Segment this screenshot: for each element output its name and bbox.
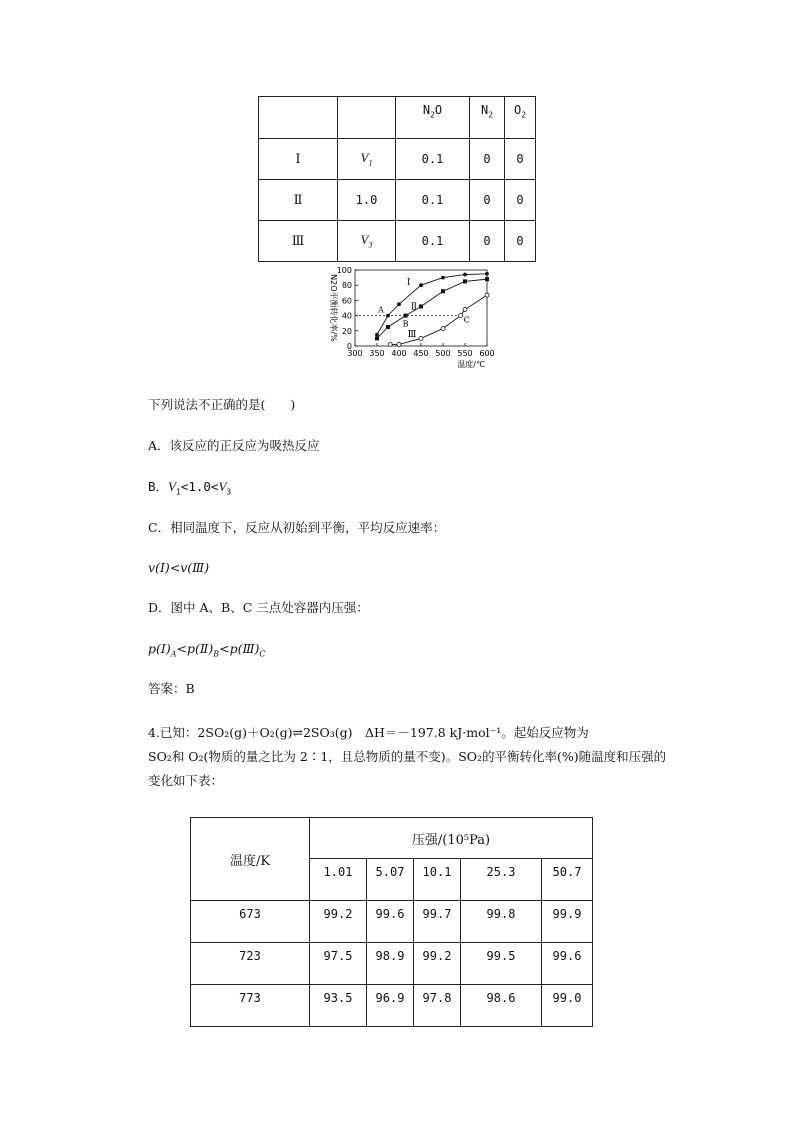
data-point: [441, 327, 445, 331]
value-cell: 97.8: [414, 985, 461, 1027]
volume-cell: $V_3$: [338, 221, 396, 262]
option-b-prefix: B．: [148, 479, 169, 494]
value-cell: 97.5: [310, 943, 367, 985]
series-line-1: [377, 274, 487, 335]
conversion-chart: [320, 264, 505, 374]
temp-cell: 673: [191, 901, 310, 943]
n2-cell: 0: [470, 139, 505, 180]
data-point: [463, 279, 467, 283]
container-label: Ⅲ: [259, 221, 338, 262]
value-cell: 98.6: [461, 985, 542, 1027]
x-axis-label: 温度/℃: [457, 360, 485, 369]
option-c-formula: v(Ⅰ)<v(Ⅲ): [148, 560, 210, 575]
value-cell: 98.9: [367, 943, 414, 985]
y-axis-label: N2O平衡转化率/%: [329, 274, 338, 342]
container-label: Ⅱ: [259, 180, 338, 221]
pressure-cell: 10.1: [414, 859, 461, 901]
data-point: [386, 325, 390, 329]
data-point: [419, 304, 423, 308]
pressure-2: <p(Ⅱ): [176, 641, 214, 656]
x-tick-label: 300: [347, 349, 363, 358]
header-cell: [259, 97, 338, 139]
data-point: [419, 283, 423, 287]
data-point: [441, 276, 445, 280]
option-d: D．图中 A、B、C 三点处容器内压强：: [148, 600, 369, 615]
data-point: [485, 277, 489, 281]
table-row: [259, 180, 536, 221]
temp-header: 温度/K: [191, 818, 310, 901]
value-cell: 99.6: [542, 943, 593, 985]
pressure-cell: 5.07: [367, 859, 414, 901]
data-point: [463, 273, 467, 277]
x-tick-label: 350: [369, 349, 385, 358]
n2o-cell: 0.1: [396, 139, 470, 180]
value-cell: 99.6: [367, 901, 414, 943]
data-point: [386, 314, 390, 318]
pressure-1: p(Ⅰ): [148, 641, 171, 656]
v3-subscript: 3: [226, 487, 232, 497]
data-point: [485, 293, 489, 297]
data-point: [463, 308, 467, 312]
point-label-b: B: [402, 319, 409, 329]
option-c: C．相同温度下，反应从初始到平衡，平均反应速率：: [148, 520, 446, 535]
value-cell: 99.9: [542, 901, 593, 943]
x-tick-label: 450: [413, 349, 429, 358]
data-point: [459, 314, 463, 318]
value-cell: 93.5: [310, 985, 367, 1027]
y-tick-label: 60: [341, 296, 352, 306]
question-prompt: 下列说法不正确的是( ): [148, 397, 296, 412]
pressure-3: <p(Ⅲ): [219, 641, 260, 656]
volume-cell: $V_1$: [338, 139, 396, 180]
pressure-1-sub: A: [170, 649, 177, 659]
table-row: [259, 221, 536, 262]
series-line-2: [377, 279, 487, 338]
data-point: [375, 333, 379, 337]
pressure-3-sub: C: [259, 649, 266, 659]
container-label: Ⅰ: [259, 139, 338, 180]
n2o-cell: 0.1: [396, 221, 470, 262]
table-header-row: [259, 97, 536, 139]
data-point: [397, 342, 401, 346]
point-label-c: C: [463, 315, 470, 325]
x-tick-label: 600: [479, 349, 495, 358]
value-cell: 99.0: [542, 985, 593, 1027]
x-tick-label: 400: [391, 349, 407, 358]
n2-cell: 0: [470, 221, 505, 262]
header-n2: $N_2$: [470, 97, 505, 139]
temp-cell: 773: [191, 985, 310, 1027]
o2-cell: 0: [505, 221, 536, 262]
pressure-cell: 1.01: [310, 859, 367, 901]
series-label-2: Ⅱ: [410, 302, 418, 313]
pressure-cell: 25.3: [461, 859, 542, 901]
value-cell: 99.7: [414, 901, 461, 943]
volume-cell: 1.0: [338, 180, 396, 221]
o2-cell: 0: [505, 139, 536, 180]
y-tick-label: 0: [346, 342, 352, 351]
option-d-formula: [148, 641, 266, 663]
option-b: [148, 479, 231, 501]
header-n2o: $N_2O$: [396, 97, 470, 139]
data-point: [388, 342, 392, 346]
value-cell: 99.8: [461, 901, 542, 943]
question-4-line-3: 变化如下表：: [148, 773, 224, 788]
header-o2: $O_2$: [505, 97, 536, 139]
data-point: [485, 272, 489, 276]
temp-cell: 723: [191, 943, 310, 985]
so2-conversion-table: [190, 817, 593, 1027]
value-cell: 96.9: [367, 985, 414, 1027]
n2o-cell: 0.1: [396, 180, 470, 221]
value-cell: 99.2: [414, 943, 461, 985]
table-row: [191, 985, 593, 1027]
series-label-1: Ⅰ: [406, 278, 411, 289]
o2-cell: 0: [505, 180, 536, 221]
y-tick-label: 40: [341, 311, 352, 321]
pressure-header: 压强/(10⁵Pa): [310, 818, 593, 859]
table-row: [259, 139, 536, 180]
data-point: [419, 336, 423, 340]
v3-symbol: V: [218, 479, 227, 494]
header-cell: [338, 97, 396, 139]
initial-amounts-table: [258, 96, 536, 262]
series-label-3: Ⅲ: [407, 329, 417, 340]
data-point: [397, 302, 401, 306]
table-row: [191, 901, 593, 943]
point-label-a: A: [378, 305, 384, 315]
option-a: A．该反应的正反应为吸热反应: [148, 438, 320, 453]
table-header-row: [191, 818, 593, 859]
n2-cell: 0: [470, 180, 505, 221]
data-point: [404, 314, 408, 318]
x-tick-label: 550: [457, 349, 473, 358]
value-cell: 99.2: [310, 901, 367, 943]
y-tick-label: 100: [336, 266, 352, 275]
v1-symbol: V: [168, 479, 176, 494]
data-point: [441, 289, 445, 293]
y-tick-label: 20: [341, 326, 352, 336]
pressure-2-sub: B: [213, 649, 220, 659]
answer: 答案：B: [148, 681, 195, 696]
v1-subscript: 1: [175, 487, 181, 497]
data-point: [375, 336, 379, 340]
question-4-line-2: SO₂和 O₂(物质的量之比为 2∶1，且总物质的量不变)。SO₂的平衡转化率(%)随温度和压强的: [148, 749, 667, 764]
table-row: [191, 943, 593, 985]
question-4: [148, 721, 678, 793]
pressure-cell: 50.7: [542, 859, 593, 901]
option-b-middle: <1.0<: [180, 479, 219, 494]
x-tick-label: 500: [435, 349, 451, 358]
question-4-line-1: 4.已知：2SO₂(g)＋O₂(g)⇌2SO₃(g) ΔH＝－197.8 kJ·mol⁻¹。起始反应物为: [148, 725, 589, 740]
y-tick-label: 80: [341, 281, 352, 291]
value-cell: 99.5: [461, 943, 542, 985]
